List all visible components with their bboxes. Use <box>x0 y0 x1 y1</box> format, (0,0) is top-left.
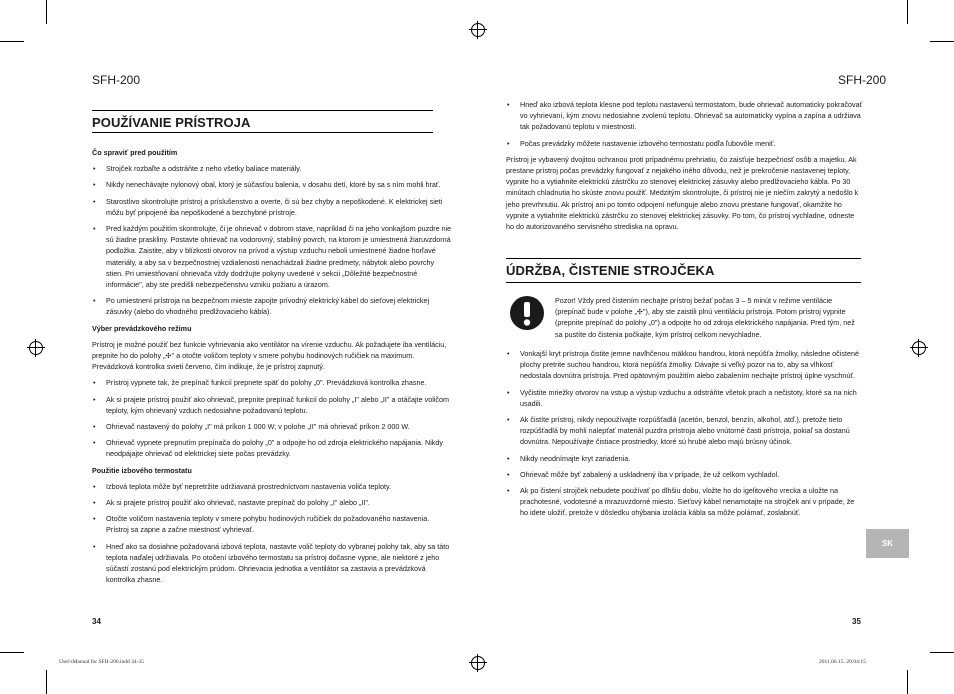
paragraph: Prístroj je možné použiť bez funkcie vyhrievania ako ventilátor na vírenie vzduchu. Ak požadujete iba ventiláciu, prepnite ho do polohy „✣" a otočte voličom teploty v smere pohybu hodinových ručičiek na maximum. Prevádzková kontrolka svieti červeno, čím indikuje, že je prístroj zapnutý. <box>92 339 447 372</box>
list-thermostat-cont <box>506 99 864 149</box>
crop-mark <box>930 41 954 42</box>
registration-mark-icon <box>471 23 485 37</box>
right-column-bottom <box>506 348 864 524</box>
list-item: • Ohrievač môže byť zabalený a uskladnený iba v prípade, že už celkom vychladol. <box>506 469 864 480</box>
warning-paragraph: Pozor! Vždy pred čistením nechajte prístroj bežať počas 3 – 5 minút v režime ventilácie (prepínač bude v polohe „✣"), aby ste zaistili plnú ventiláciu prístroja. Potom prístroj vypnite (prepnite prepínač do polohy „0") a odpojte ho od zdroja elektrického napájania. Pred tým, než sa pustíte do čistenia počkajte, kým prístroj celkom nevychladne. <box>555 296 855 339</box>
subheading-thermostat: Použitie izbového termostatu <box>92 465 192 475</box>
warning-text <box>555 295 863 345</box>
language-tab: SK <box>866 529 909 558</box>
left-column <box>92 147 452 591</box>
footer-filename: User'sManual for SFH-200.indd 34-35 <box>59 659 145 665</box>
model-label-right: SFH-200 <box>838 73 887 87</box>
crop-mark <box>46 0 47 24</box>
model-label-left: SFH-200 <box>92 73 141 87</box>
list-item: • Ohrievač vypnete prepnutím prepínača do polohy „0" a odpojte ho od zdroja elektrického napájania. Nikdy neodpájajte ohrievač od elektrickej siete počas prevádzky. <box>92 437 452 459</box>
crop-mark <box>46 670 47 694</box>
list-item: • Hneď ako sa dosiahne požadovaná izbová teplota, nastavte volič teploty do vybranej polohy tak, aby sa táto teplota naďalej udržiavala. Po otočení izbového termostatu sa prístroj dočasne vypne, ale niektoré z jeho súčastí zostanú pod elektrickým prúdom. Ohrievacia jednotka a ventilátor sa zastavia a prevádzková kontrolka zhasne. <box>92 541 452 586</box>
footer-timestamp: 2011.06.15. 20:04:15 <box>819 659 866 665</box>
list-item: • Pred každým použitím skontrolujte, či je ohrievač v dobrom stave, napríklad či na jeho vonkajšom puzdre nie sú žiadne praskliny. Postavte ohrievač na vodorovný, stabilný povrch, na ktorom je umiestnená žiaruvzdorná podložka. Zaistite, aby v blízkosti otvorov na prívod a výstup vzduchu neboli umiestnené žiadne horľavé materiály, a aby sa v bezpečnostnej vzdialenosti nenachádzali žiadne predmety, nábytok alebo povrchy stien. Pri umiestňovaní ohrievača vždy dodržujte pokyny uvedené v sekcii „Dôležité bezpečnostné informácie", aby ste predišli nebezpečenstvu vzniku požiaru a úrazom. <box>92 223 452 290</box>
list-item: • Počas prevádzky môžete nastavenie izbového termostatu podľa ľubovôle meniť. <box>506 138 864 149</box>
subheading-mode-select: Výber prevádzkového režimu <box>92 323 192 333</box>
title-rule-bottom <box>92 132 433 133</box>
list-mode-select <box>92 377 452 459</box>
list-item: • Starostlivo skontrolujte prístroj a príslušenstvo a overte, či sú bez chyby a nepoškodené. K elektrickej sieti môžu byť pripojené iba nepoškodené a bezchybné prístroje. <box>92 196 452 218</box>
crop-mark <box>0 41 24 42</box>
list-item: • Ak si prajete prístroj použiť ako ohrievač, prepnite prepínač funkcií do polohy „I" alebo „II" a otáčajte voličom teploty, kým ohrievaný vzduch nedosiahne požadovanú teplotu. <box>92 394 452 416</box>
list-item: • Vonkajší kryt prístroja čistite jemne navlhčenou mäkkou handrou, ktorá nepúšťa žmolky, následne očistené plochy pretrite suchou handrou, ktorá nepúšťa žmolky. Dávajte si veľký pozor na to, aby sa vlhkosť nedostala dovnútra prístroja. Pred opätovným použitím alebo zabalením nechajte prístroj úplne vyschnúť. <box>506 348 864 382</box>
list-item: • Po umiestnení prístroja na bezpečnom mieste zapojte prívodný elektrický kábel do sieťovej elektrickej zásuvky (alebo do vhodného predlžovacieho kábla). <box>92 295 452 317</box>
exclamation-icon <box>510 296 544 330</box>
section-title-maintenance: ÚDRŽBA, ČISTENIE STROJČEKA <box>506 263 715 278</box>
title-rule-bottom <box>506 282 861 283</box>
list-item: • Izbová teplota môže byť nepretržite udržiavaná prostredníctvom nastavenia voliča teploty. <box>92 481 452 492</box>
list-item: • Otočte voličom nastavenia teploty v smere pohybu hodinových ručičiek do požadovaného nastavenia. Prístroj sa zapne a začne miestnosť vyhrievať. <box>92 513 452 535</box>
right-column-top <box>506 99 864 237</box>
list-item: • Ak po čistení strojček nebudete používať po dlhšiu dobu, vložte ho do igelitového vrecka a uložte na prachotesné, vodotesné a mrazuvzdorné miesto. Sieťový kábel nenamotajte na strojček ani v prípade, že ho idete uložiť, pretože v dôsledku ohýbania izolácia kábla sa môže polámať, zoslabnúť. <box>506 485 864 519</box>
list-item: • Ak si prajete prístroj použiť ako ohrievač, nastavte prepínač do polohy „I" alebo „II". <box>92 497 452 508</box>
paragraph-overheat: Prístroj je vybavený dvojitou ochranou proti prípadnému prehriatiu, čo zaisťuje bezpečnosť osôb a majetku. Ak prestane prístroj počas prevádzky fungovať z nejakého iného dôvodu, než je prekročenie nastavenej teploty, vypnite ho a vytiahnite elektrickú zástrčku zo stenovej elektrickej zásuvky alebo predlžovacieho kábla. Po 30 minútach chladnutia ho skúste znovu použiť. Medzitým skontrolujte, či prístroj nie je niečím zakrytý a nedošlo k jeho prevrhnutiu. Ak prístroj ani po tomto odpojení nefunguje alebo znovu prestane fungovať, okamžite ho vypnite a vytiahnite elektrickú zástrčku zo stenovej elektrickej zásuvky. Po tom, čo prístroj vychladne, odneste ho do autorizovaného servisného strediska na opravu. <box>506 154 859 232</box>
page-number-left: 34 <box>92 617 101 626</box>
subheading-before-use: Čo spraviť pred použitím <box>92 148 178 157</box>
list-item: • Nikdy nenechávajte nylonový obal, ktorý je súčasťou balenia, v dosahu detí, ktoré by sa s ním mohli hrať. <box>92 179 452 190</box>
title-rule-top <box>92 110 433 111</box>
crop-mark <box>907 0 908 24</box>
registration-mark-icon <box>29 341 43 355</box>
crop-mark <box>907 670 908 694</box>
list-item: • Ohrievač nastavený do polohy „I" má príkon 1 000 W; v polohe „II" má ohrievač príkon 2 000 W. <box>92 421 452 432</box>
list-item: • Vyčistite mriežky otvorov na vstup a výstup vzduchu a odstráňte všetok prach a nečistoty, ktoré sa na nich usadili. <box>506 387 864 409</box>
title-rule-top <box>506 258 861 259</box>
registration-mark-icon <box>912 341 926 355</box>
list-cleaning <box>506 348 864 519</box>
page-number-right: 35 <box>852 617 861 626</box>
list-item: • Prístroj vypnete tak, že prepínač funkcií prepnete späť do polohy „0". Prevádzková kontrolka zhasne. <box>92 377 452 388</box>
list-thermostat <box>92 481 452 586</box>
list-item: • Nikdy neodnímajte kryt zariadenia. <box>506 453 864 464</box>
crop-mark <box>0 652 24 653</box>
list-item: • Strojček rozbaľte a odstráňte z neho všetky baliace materiály. <box>92 163 452 174</box>
section-title-usage: POUŽÍVANIE PRÍSTROJA <box>92 115 251 130</box>
crop-mark <box>930 652 954 653</box>
list-before-use <box>92 163 452 317</box>
list-item: • Ak čistíte prístroj, nikdy nepoužívajte rozpúšťadlá (acetón, benzol, benzín, alkohol, atď.), pretože tieto rozpúšťadlá by mohli nalepťať materiál puzdra prístroja alebo vnútorné časti prístroja, pokiaľ sa dostanú dovnútra. Nepoužívajte čistiace prostriedky, ktoré sú hrubé alebo majú brúsny účinok. <box>506 414 864 448</box>
list-item: • Hneď ako izbová teplota klesne pod teplotu nastavenú termostatom, bude ohrievač automaticky pokračovať vo vyhrievaní, kým znovu nedosiahne zvolenú teplotu. Ohrievač sa automaticky vypína a zapína a udržiava tak požadovanú teplotu v miestnosti. <box>506 99 864 133</box>
registration-mark-icon <box>471 656 485 670</box>
